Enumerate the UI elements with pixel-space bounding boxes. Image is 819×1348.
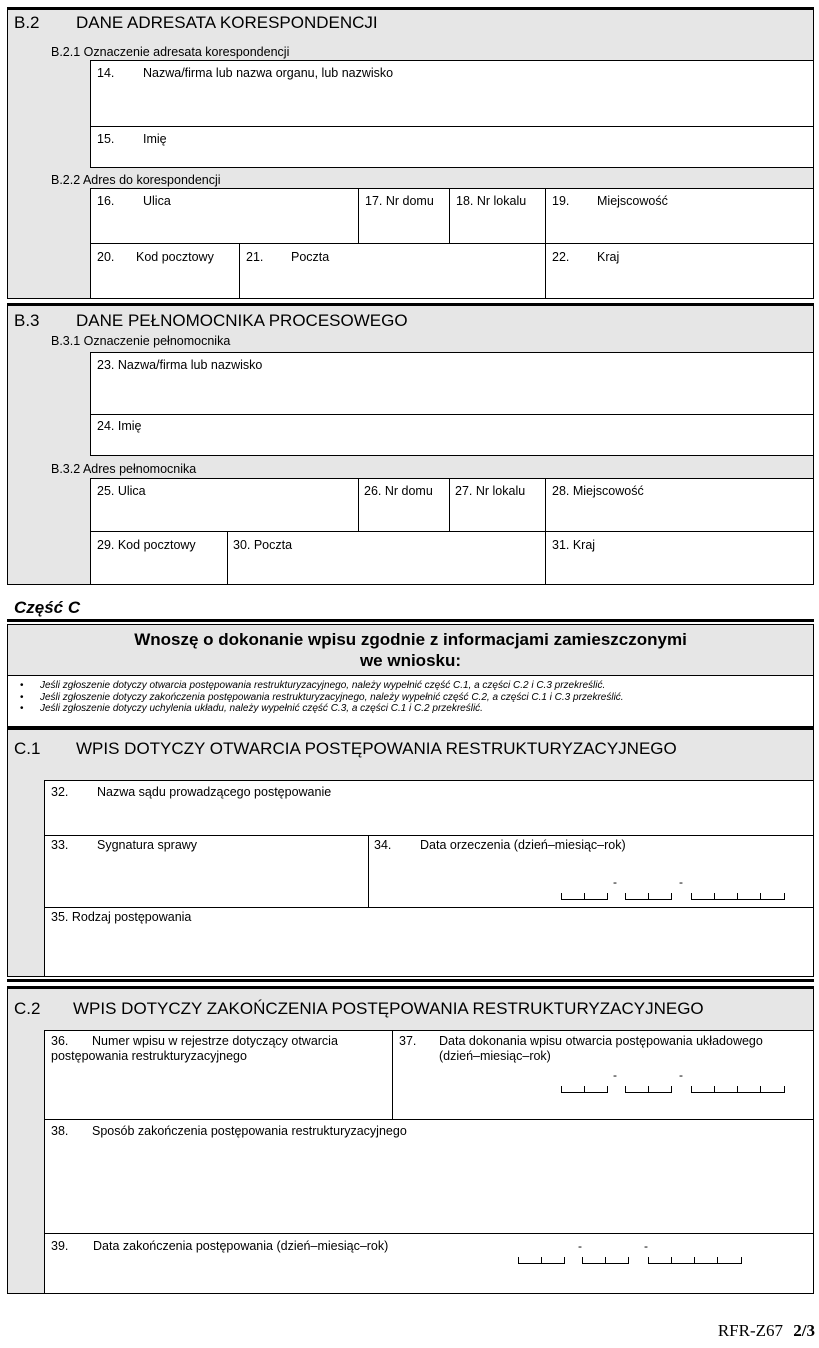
field-39-label: Data zakończenia postępowania (dzień–miesiąc–rok) [93,1239,389,1253]
field-33-label: Sygnatura sprawy [97,838,198,852]
field-31-label: 31. Kraj [552,538,596,552]
tick [691,893,692,900]
part-c-rule [7,619,814,622]
tick [694,1257,695,1264]
tick [784,1086,785,1093]
tick [737,1086,738,1093]
field-36-label-line-1: Numer wpisu w rejestrze dotyczący otwarcia [92,1034,338,1048]
date-separator: - [679,875,683,889]
field-21-label: Poczta [291,250,330,264]
tick [582,1257,583,1264]
tick [760,893,761,900]
page-number: 2/3 [793,1321,815,1340]
field-33[interactable] [44,835,369,908]
field-19-number: 19. [552,194,570,208]
tick [648,1257,649,1264]
field-37-date-boxes[interactable] [561,1068,787,1093]
field-28-label: 28. Miejscowość [552,484,644,498]
tick [561,893,562,900]
field-34-label: Data orzeczenia (dzień–miesiąc–rok) [420,838,626,852]
tick [671,893,672,900]
subsection-b31-title: B.3.1 Oznaczenie pełnomocnika [51,334,231,348]
subsection-b32-title: B.3.2 Adres pełnomocnika [51,462,197,476]
field-21-number: 21. [246,250,264,264]
field-34-number: 34. [374,838,392,852]
field-18-label: 18. Nr lokalu [456,194,527,208]
field-14-label: Nazwa/firma lub nazwa organu, lub nazwisko [143,66,394,80]
tick [648,1086,649,1093]
date-separator: - [679,1068,683,1082]
tick [714,1086,715,1093]
field-36-number: 36. [51,1034,69,1048]
field-36-label-line-2: postępowania restrukturyzacyjnego [51,1049,247,1063]
field-38-label: Sposób zakończenia postępowania restrukturyzacyjnego [92,1124,407,1138]
field-22-label: Kraj [597,250,620,264]
field-30-label: 30. Poczta [233,538,293,552]
tick [784,893,785,900]
tick [737,893,738,900]
section-c1-code: C.1 [14,739,41,758]
section-b2-top-rule [7,7,814,10]
field-39-number: 39. [51,1239,69,1253]
field-21[interactable] [239,243,546,299]
date-separator: - [644,1239,648,1253]
date-separator: - [613,875,617,889]
section-b2-code: B.2 [14,13,40,32]
instruction-note-1: • Jeśli zgłoszenie dotyczy otwarcia postępowania restrukturyzacyjnego, należy wypełnić część C.1, a części C.2 i C.3 przekreślić. [8,680,813,692]
section-b3-title: DANE PEŁNOMOCNIKA PROCESOWEGO [76,311,408,330]
instruction-note-3: • Jeśli zgłoszenie dotyczy uchylenia układu, należy wypełnić część C.3, a części C.1 i C.2 przekreślić. [8,703,813,715]
field-19[interactable] [545,188,814,244]
field-38-number: 38. [51,1124,69,1138]
field-23-label: 23. Nazwa/firma lub nazwisko [97,358,263,372]
field-32-label: Nazwa sądu prowadzącego postępowanie [97,785,332,799]
tick [607,893,608,900]
tick [605,1257,606,1264]
tick [584,1086,585,1093]
tick [607,1086,608,1093]
tick [625,1086,626,1093]
section-c2-title: WPIS DOTYCZY ZAKOŃCZENIA POSTĘPOWANIA RESTRUKTURYZACYJNEGO [73,999,704,1018]
instruction-note-2: • Jeśli zgłoszenie dotyczy zakończenia postępowania restrukturyzacyjnego, należy wypełnić część C.2, a części C.1 i C.3 przekreślić. [8,692,813,704]
date-year-boxes[interactable] [691,892,785,900]
field-29-label: 29. Kod pocztowy [97,538,196,552]
section-c1-top-rule [7,727,814,730]
tick [741,1257,742,1264]
field-37-label-line-2: (dzień–miesiąc–rok) [439,1049,551,1063]
field-37-number: 37. [399,1034,417,1048]
field-26-label: 26. Nr domu [364,484,433,498]
tick [561,1086,562,1093]
section-b3-top-rule [7,303,814,306]
field-33-number: 33. [51,838,69,852]
tick [584,893,585,900]
field-22[interactable] [545,243,814,299]
subsection-b22-title: B.2.2 Adres do korespondencji [51,173,221,187]
field-16-label: Ulica [143,194,171,208]
section-c1-title: WPIS DOTYCZY OTWARCIA POSTĘPOWANIA RESTRUKTURYZACYJNEGO [76,739,677,758]
date-separator: - [578,1239,582,1253]
tick [628,1257,629,1264]
field-15[interactable] [90,126,814,168]
footer [718,1321,815,1341]
tick [760,1086,761,1093]
tick [691,1086,692,1093]
field-27-label: 27. Nr lokalu [455,484,526,498]
field-20-label: Kod pocztowy [136,250,214,264]
form-code: RFR-Z67 [717,1321,784,1340]
date-year-boxes[interactable] [648,1256,742,1264]
tick [541,1257,542,1264]
subsection-b21-title: B.2.1 Oznaczenie adresata korespondencji [51,45,290,59]
request-line-2: we wniosku: [359,651,462,670]
field-37-label-line-1: Data dokonania wpisu otwarcia postępowania układowego [439,1034,763,1048]
part-c-heading: Część C [14,598,81,617]
tick [717,1257,718,1264]
tick [518,1257,519,1264]
section-c2-code: C.2 [14,999,41,1018]
field-20-number: 20. [97,250,115,264]
request-line-1: Wnoszę o dokonanie wpisu zgodnie z informacjami zamieszczonymi [134,630,687,649]
field-15-number: 15. [97,132,115,146]
field-14-number: 14. [97,66,115,80]
section-b2-title: DANE ADRESATA KORESPONDENCJI [76,13,378,32]
field-17-label: 17. Nr domu [365,194,434,208]
date-separator: - [613,1068,617,1082]
field-39-date-boxes[interactable] [518,1239,744,1264]
tick [714,893,715,900]
section-c2-top-rule [7,979,814,982]
field-16-number: 16. [97,194,115,208]
field-16[interactable] [90,188,359,244]
section-b3-code: B.3 [14,311,40,330]
field-35-label: 35. Rodzaj postępowania [51,910,192,924]
field-22-number: 22. [552,250,570,264]
field-15-label: Imię [143,132,167,146]
instructions-box [7,675,814,727]
field-32-number: 32. [51,785,69,799]
field-25-label: 25. Ulica [97,484,146,498]
date-year-boxes[interactable] [691,1085,785,1093]
field-24-label: 24. Imię [97,419,142,433]
field-19-label: Miejscowość [597,194,668,208]
tick [564,1257,565,1264]
tick [671,1086,672,1093]
tick [648,893,649,900]
field-34-date-boxes[interactable] [561,875,787,900]
tick [671,1257,672,1264]
field-24[interactable] [90,414,814,456]
tick [625,893,626,900]
